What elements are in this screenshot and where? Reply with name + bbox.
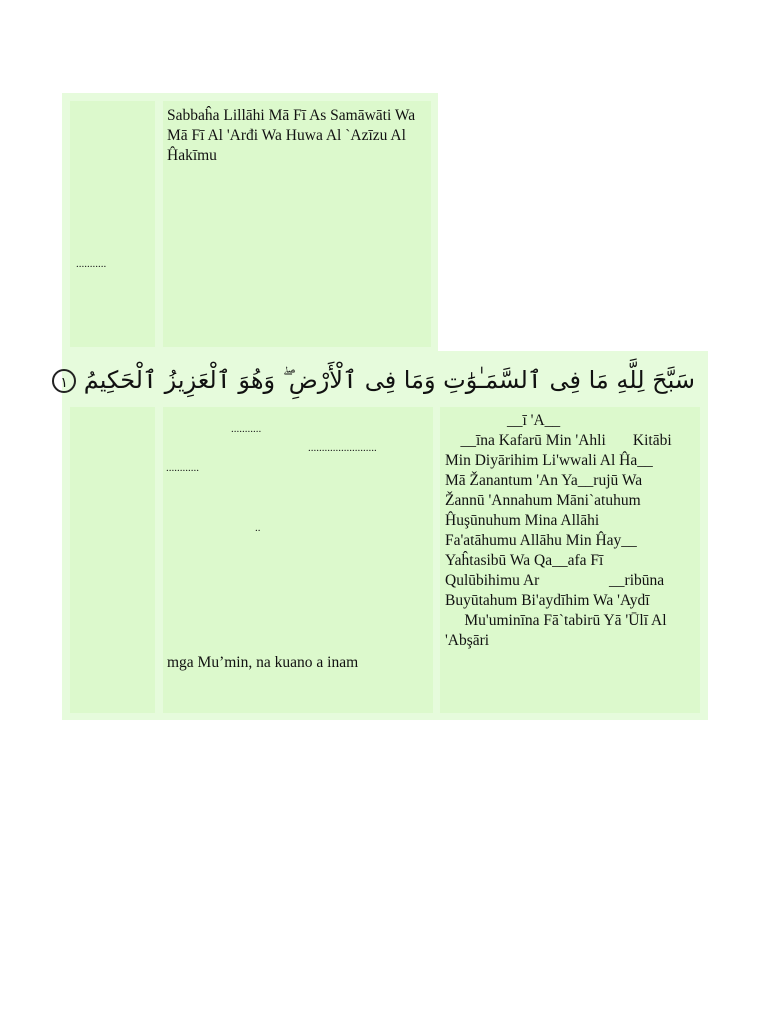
translit-line: __īna Kafarū Min 'Ahli Kitābi xyxy=(445,432,672,449)
row3-dots-3: ............ xyxy=(166,462,199,474)
verse-number-marker: ١ xyxy=(52,369,76,393)
translit-line: Mā Žanantum 'An Ya__rujū Wa xyxy=(445,472,643,489)
row3-middle-text: mga Mu’min, na kuano a inam xyxy=(167,654,359,671)
row3-dots-4: .. xyxy=(255,522,261,534)
translit-line: __ī 'A__ xyxy=(445,412,561,429)
row3-dots-2: ......................... xyxy=(308,442,377,454)
arabic-text: سَبَّحَ لِلَّهِ مَا فِى ٱلسَّمَـٰوَٰتِ وَمَا فِى ٱلْأَرْضِ ۖ وَهُوَ ٱلْعَزِيزُ ٱلْحَكِيمُ xyxy=(83,366,695,394)
translit-line: Min Diyārihim Li'wwali Al Ĥa__ xyxy=(445,452,653,469)
arabic-verse xyxy=(60,360,695,400)
translit-line: Buyūtahum Bi'aydīhim Wa 'Aydī xyxy=(445,592,650,609)
translit-line: Fa'atāhumu Allāhu Min Ĥay__ xyxy=(445,532,637,549)
translit-line: 'Abşāri xyxy=(445,632,490,649)
row1-transliteration: Sabbaĥa Lillāhi Mā Fī As Samāwāti Wa Mā Fī Al 'Arđi Wa Huwa Al `Azīzu Al Ĥakīmu xyxy=(167,107,416,164)
translit-line: Mu'uminīna Fā`tabirū Yā 'Ūlī Al xyxy=(445,612,667,629)
row1-left-cell xyxy=(70,101,155,347)
translit-line: Qulūbihimu Ar __ribūna xyxy=(445,572,665,589)
row3-middle-cell xyxy=(163,407,433,713)
row3-left-cell xyxy=(70,407,155,713)
row1-left-dots: ........... xyxy=(76,258,107,270)
row3-dots-1: ........... xyxy=(231,423,262,435)
translit-line: Žannū 'Annahum Māni`atuhum xyxy=(445,492,641,509)
translit-line: Yaĥtasibū Wa Qa__afa Fī xyxy=(445,552,604,569)
translit-line: Ĥuşūnuhum Mina Allāhi xyxy=(445,512,600,529)
row1-right-cell xyxy=(163,101,431,347)
row3-transliteration xyxy=(445,411,695,651)
